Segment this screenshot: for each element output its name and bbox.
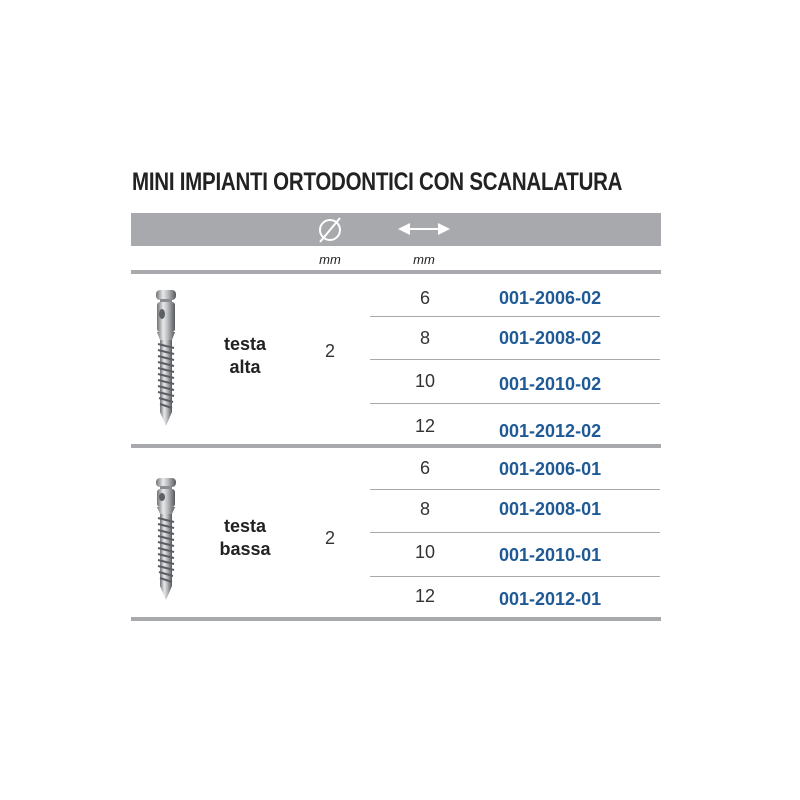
diameter-value: 2 (324, 528, 335, 548)
screw-low-head-image (148, 476, 184, 604)
length-value: 10 (414, 542, 436, 562)
page-title: MINI IMPIANTI ORTODONTICI CON SCANALATURA (132, 168, 623, 196)
head-type-line2: bassa (219, 539, 271, 559)
product-code: 001-2008-02 (499, 328, 602, 348)
product-code: 001-2008-01 (499, 499, 602, 519)
row-divider (370, 403, 660, 404)
head-type-label (205, 333, 285, 379)
product-code: 001-2012-02 (499, 421, 602, 441)
length-value: 8 (419, 328, 430, 348)
length-value: 6 (419, 288, 430, 308)
length-value: 8 (419, 499, 430, 519)
row-divider (370, 359, 660, 360)
row-divider (370, 576, 660, 577)
table-header-bar (131, 213, 661, 246)
screw-high-head-image (148, 288, 184, 430)
length-value: 6 (419, 458, 430, 478)
product-code: 001-2012-01 (499, 589, 602, 609)
product-code: 001-2010-02 (499, 374, 602, 394)
row-divider (370, 489, 660, 490)
table-bottom-line (131, 617, 661, 621)
product-code: 001-2006-01 (499, 459, 602, 479)
head-type-line1: testa (223, 516, 267, 536)
length-value: 12 (414, 586, 436, 606)
diameter-value: 2 (324, 341, 335, 361)
length-value: 12 (414, 416, 436, 436)
product-code: 001-2010-01 (499, 545, 602, 565)
product-code: 001-2006-02 (499, 288, 602, 308)
table-divider (131, 270, 661, 274)
group-divider (131, 444, 661, 448)
length-unit: mm (413, 252, 435, 267)
row-divider (370, 316, 660, 317)
head-type-line1: testa (223, 334, 267, 354)
diameter-unit: mm (319, 252, 341, 267)
double-arrow-icon (398, 221, 450, 237)
head-type-label (205, 515, 285, 561)
head-type-line2: alta (229, 357, 261, 377)
diameter-icon (316, 216, 344, 244)
row-divider (370, 532, 660, 533)
length-value: 10 (414, 371, 436, 391)
